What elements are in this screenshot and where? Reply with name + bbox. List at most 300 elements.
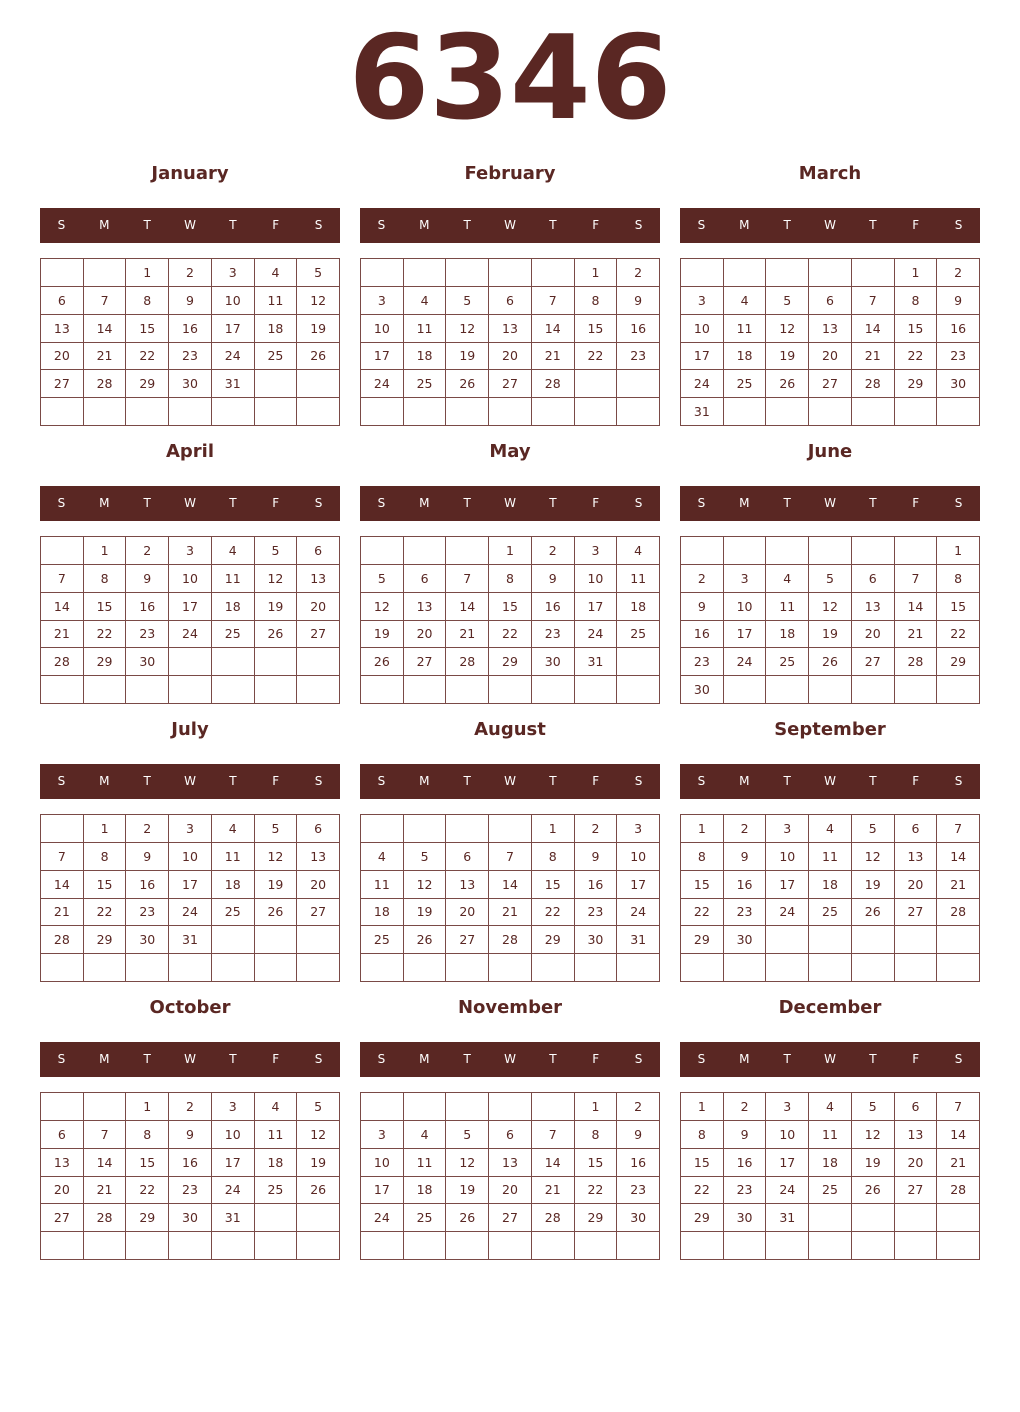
empty-day-cell [84,1093,127,1121]
day-cell: 12 [852,843,895,871]
day-cell: 7 [937,815,980,843]
empty-day-cell [489,676,532,704]
empty-day-cell [532,398,575,426]
weekday-label: F [592,1052,600,1066]
day-cell: 25 [766,648,809,676]
empty-day-cell [852,259,895,287]
day-cell: 28 [84,370,127,398]
day-cell: 22 [681,1177,724,1205]
day-cell: 8 [126,287,169,315]
day-cell: 10 [361,1149,404,1177]
day-cell: 2 [617,1093,660,1121]
day-cell: 13 [489,315,532,343]
weekday-label: S [57,774,66,788]
weekday-label: T [549,218,557,232]
weekday-label: S [954,1052,963,1066]
day-cell: 10 [212,287,255,315]
day-cell: 2 [937,259,980,287]
month-name: March [798,163,862,184]
empty-day-cell [532,954,575,982]
empty-day-cell [575,398,618,426]
day-cell: 20 [297,593,340,621]
weekday-label: F [272,1052,280,1066]
weekday-label: F [912,496,920,510]
day-cell: 28 [852,370,895,398]
day-cell: 10 [575,565,618,593]
day-cell: 14 [41,593,84,621]
day-cell: 15 [84,593,127,621]
day-cell: 30 [937,370,980,398]
day-cell: 27 [489,370,532,398]
day-cell: 11 [617,565,660,593]
day-cell: 9 [681,593,724,621]
days-grid [360,1092,660,1260]
day-cell: 22 [84,621,127,649]
day-cell: 25 [724,370,767,398]
weekday-header [40,208,340,243]
day-cell: 13 [297,843,340,871]
day-cell: 9 [126,843,169,871]
day-cell: 15 [489,593,532,621]
day-cell: 8 [532,843,575,871]
day-cell: 28 [937,899,980,927]
weekday-header [680,1042,980,1077]
day-cell: 30 [724,1204,767,1232]
day-cell: 15 [84,871,127,899]
day-cell: 11 [255,1121,298,1149]
weekday-label: W [504,218,516,232]
weekday-label: S [314,496,323,510]
day-cell: 16 [126,593,169,621]
month-november [360,990,660,1260]
day-cell: 19 [297,1149,340,1177]
day-cell: 31 [617,926,660,954]
day-cell: 26 [361,648,404,676]
weekday-label: T [229,496,237,510]
empty-day-cell [681,537,724,565]
day-cell: 17 [361,1177,404,1205]
days-grid [360,814,660,982]
weekday-label: W [504,496,516,510]
empty-day-cell [617,370,660,398]
day-cell: 16 [575,871,618,899]
weekday-label: T [143,218,151,232]
weekday-label: T [463,218,471,232]
day-cell: 11 [724,315,767,343]
empty-day-cell [361,259,404,287]
empty-day-cell [255,1204,298,1232]
day-cell: 24 [766,899,809,927]
empty-day-cell [532,1093,575,1121]
weekday-label: F [272,218,280,232]
weekday-label: S [377,1052,386,1066]
day-cell: 11 [255,287,298,315]
weekday-header [40,764,340,799]
day-cell: 13 [404,593,447,621]
day-cell: 1 [681,815,724,843]
weekday-header [680,486,980,521]
month-september [680,712,980,982]
day-cell: 23 [724,899,767,927]
empty-day-cell [937,926,980,954]
day-cell: 20 [895,871,938,899]
day-cell: 23 [169,343,212,371]
day-cell: 4 [809,815,852,843]
month-february [360,156,660,426]
empty-day-cell [297,648,340,676]
day-cell: 13 [297,565,340,593]
weekday-label: S [314,218,323,232]
empty-day-cell [852,954,895,982]
day-cell: 25 [255,1177,298,1205]
days-grid [40,536,340,704]
day-cell: 6 [297,537,340,565]
weekday-label: M [99,1052,110,1066]
empty-day-cell [809,537,852,565]
day-cell: 17 [212,1149,255,1177]
day-cell: 27 [489,1204,532,1232]
day-cell: 21 [852,343,895,371]
day-cell: 18 [766,621,809,649]
day-cell: 11 [212,843,255,871]
day-cell: 21 [41,899,84,927]
day-cell: 4 [255,259,298,287]
empty-day-cell [404,676,447,704]
day-cell: 10 [169,843,212,871]
empty-day-cell [809,954,852,982]
day-cell: 2 [169,1093,212,1121]
empty-day-cell [126,1232,169,1260]
month-name: August [474,719,546,740]
day-cell: 13 [809,315,852,343]
day-cell: 9 [937,287,980,315]
empty-day-cell [41,815,84,843]
weekday-label: W [824,774,836,788]
day-cell: 12 [297,287,340,315]
day-cell: 9 [617,1121,660,1149]
empty-day-cell [41,537,84,565]
day-cell: 20 [895,1149,938,1177]
empty-day-cell [489,1093,532,1121]
day-cell: 11 [361,871,404,899]
day-cell: 30 [126,926,169,954]
day-cell: 2 [575,815,618,843]
day-cell: 21 [489,899,532,927]
day-cell: 3 [212,259,255,287]
day-cell: 2 [724,815,767,843]
weekday-label: S [954,496,963,510]
day-cell: 8 [575,287,618,315]
day-cell: 1 [895,259,938,287]
day-cell: 9 [532,565,575,593]
day-cell: 14 [937,843,980,871]
day-cell: 11 [404,1149,447,1177]
day-cell: 10 [212,1121,255,1149]
weekday-label: T [783,774,791,788]
weekday-label: M [739,496,750,510]
days-grid [680,536,980,704]
weekday-label: F [912,1052,920,1066]
day-cell: 26 [255,621,298,649]
day-cell: 14 [852,315,895,343]
empty-day-cell [126,398,169,426]
day-cell: 23 [681,648,724,676]
day-cell: 26 [404,926,447,954]
day-cell: 26 [852,1177,895,1205]
day-cell: 23 [724,1177,767,1205]
day-cell: 29 [532,926,575,954]
day-cell: 17 [766,1149,809,1177]
empty-day-cell [617,1232,660,1260]
day-cell: 4 [361,843,404,871]
empty-day-cell [361,954,404,982]
empty-day-cell [126,954,169,982]
day-cell: 26 [852,899,895,927]
empty-day-cell [255,648,298,676]
day-cell: 27 [41,370,84,398]
year-title: 6346 [348,11,672,146]
day-cell: 20 [41,343,84,371]
day-cell: 22 [532,899,575,927]
day-cell: 18 [809,871,852,899]
day-cell: 20 [489,343,532,371]
day-cell: 29 [84,648,127,676]
day-cell: 8 [681,843,724,871]
day-cell: 15 [575,315,618,343]
day-cell: 27 [41,1204,84,1232]
weekday-header [360,764,660,799]
day-cell: 11 [212,565,255,593]
weekday-label: W [824,496,836,510]
empty-day-cell [255,954,298,982]
month-name: November [457,997,563,1018]
weekday-label: T [229,218,237,232]
day-cell: 6 [895,815,938,843]
day-cell: 12 [446,1149,489,1177]
day-cell: 17 [169,593,212,621]
day-cell: 21 [84,343,127,371]
day-cell: 3 [617,815,660,843]
month-name: February [464,163,556,184]
days-grid [40,814,340,982]
empty-day-cell [489,1232,532,1260]
empty-day-cell [255,926,298,954]
day-cell: 22 [489,621,532,649]
day-cell: 24 [169,899,212,927]
empty-day-cell [84,259,127,287]
empty-day-cell [41,954,84,982]
day-cell: 27 [895,899,938,927]
day-cell: 13 [895,1121,938,1149]
empty-day-cell [404,1232,447,1260]
weekday-header [360,486,660,521]
empty-day-cell [169,676,212,704]
month-may [360,434,660,704]
day-cell: 21 [532,343,575,371]
day-cell: 3 [766,815,809,843]
day-cell: 4 [617,537,660,565]
day-cell: 14 [532,315,575,343]
weekday-label: W [184,218,196,232]
day-cell: 10 [681,315,724,343]
weekday-label: S [954,218,963,232]
day-cell: 31 [766,1204,809,1232]
day-cell: 8 [126,1121,169,1149]
day-cell: 5 [404,843,447,871]
day-cell: 6 [41,1121,84,1149]
day-cell: 31 [212,370,255,398]
month-name: July [171,719,209,740]
day-cell: 28 [532,370,575,398]
weekday-header [680,764,980,799]
empty-day-cell [766,1232,809,1260]
day-cell: 5 [446,287,489,315]
empty-day-cell [404,537,447,565]
day-cell: 27 [809,370,852,398]
empty-day-cell [297,926,340,954]
empty-day-cell [681,259,724,287]
weekday-label: S [377,496,386,510]
empty-day-cell [766,537,809,565]
day-cell: 7 [41,565,84,593]
month-name: April [165,441,215,462]
weekday-label: T [869,1052,877,1066]
day-cell: 10 [766,843,809,871]
empty-day-cell [255,398,298,426]
day-cell: 16 [169,1149,212,1177]
day-cell: 12 [255,843,298,871]
empty-day-cell [617,954,660,982]
day-cell: 29 [681,1204,724,1232]
month-name: May [489,441,531,462]
empty-day-cell [681,954,724,982]
weekday-label: M [99,774,110,788]
empty-day-cell [41,259,84,287]
weekday-label: M [419,1052,430,1066]
empty-day-cell [724,676,767,704]
empty-day-cell [297,398,340,426]
day-cell: 27 [404,648,447,676]
empty-day-cell [575,954,618,982]
day-cell: 3 [681,287,724,315]
weekday-header [40,486,340,521]
empty-day-cell [895,1204,938,1232]
weekday-label: M [99,218,110,232]
day-cell: 30 [724,926,767,954]
empty-day-cell [255,676,298,704]
month-name: January [151,163,229,184]
day-cell: 23 [169,1177,212,1205]
empty-day-cell [852,1204,895,1232]
day-cell: 5 [446,1121,489,1149]
day-cell: 17 [766,871,809,899]
day-cell: 9 [724,843,767,871]
day-cell: 1 [532,815,575,843]
day-cell: 5 [361,565,404,593]
day-cell: 4 [766,565,809,593]
empty-day-cell [297,370,340,398]
day-cell: 19 [255,871,298,899]
day-cell: 24 [212,343,255,371]
empty-day-cell [895,676,938,704]
empty-day-cell [937,398,980,426]
weekday-header [40,1042,340,1077]
day-cell: 17 [212,315,255,343]
weekday-label: W [824,1052,836,1066]
weekday-label: S [57,1052,66,1066]
empty-day-cell [532,259,575,287]
day-cell: 1 [937,537,980,565]
day-cell: 6 [489,1121,532,1149]
day-cell: 11 [404,315,447,343]
day-cell: 5 [297,1093,340,1121]
day-cell: 29 [126,370,169,398]
day-cell: 3 [169,815,212,843]
empty-day-cell [297,1204,340,1232]
weekday-label: W [184,496,196,510]
empty-day-cell [84,954,127,982]
day-cell: 1 [84,537,127,565]
day-cell: 12 [852,1121,895,1149]
day-cell: 31 [212,1204,255,1232]
day-cell: 5 [809,565,852,593]
day-cell: 12 [446,315,489,343]
weekday-label: S [57,496,66,510]
empty-day-cell [852,398,895,426]
weekday-label: M [739,218,750,232]
day-cell: 28 [446,648,489,676]
weekday-label: T [783,496,791,510]
day-cell: 15 [937,593,980,621]
day-cell: 16 [532,593,575,621]
day-cell: 4 [212,815,255,843]
day-cell: 24 [169,621,212,649]
empty-day-cell [84,1232,127,1260]
day-cell: 18 [255,315,298,343]
day-cell: 7 [532,1121,575,1149]
day-cell: 7 [532,287,575,315]
day-cell: 30 [126,648,169,676]
day-cell: 28 [489,926,532,954]
day-cell: 22 [126,343,169,371]
empty-day-cell [575,1232,618,1260]
day-cell: 30 [575,926,618,954]
day-cell: 3 [212,1093,255,1121]
day-cell: 5 [766,287,809,315]
day-cell: 17 [361,343,404,371]
empty-day-cell [212,398,255,426]
day-cell: 5 [255,537,298,565]
weekday-label: S [697,1052,706,1066]
empty-day-cell [446,954,489,982]
weekday-header [680,208,980,243]
day-cell: 19 [297,315,340,343]
day-cell: 20 [852,621,895,649]
day-cell: 2 [126,815,169,843]
day-cell: 14 [84,1149,127,1177]
day-cell: 19 [446,1177,489,1205]
empty-day-cell [895,954,938,982]
day-cell: 3 [766,1093,809,1121]
day-cell: 27 [297,621,340,649]
month-name: December [778,997,882,1018]
weekday-label: T [869,496,877,510]
day-cell: 30 [169,1204,212,1232]
weekday-label: T [783,1052,791,1066]
empty-day-cell [361,1232,404,1260]
empty-day-cell [41,1093,84,1121]
month-december [680,990,980,1260]
